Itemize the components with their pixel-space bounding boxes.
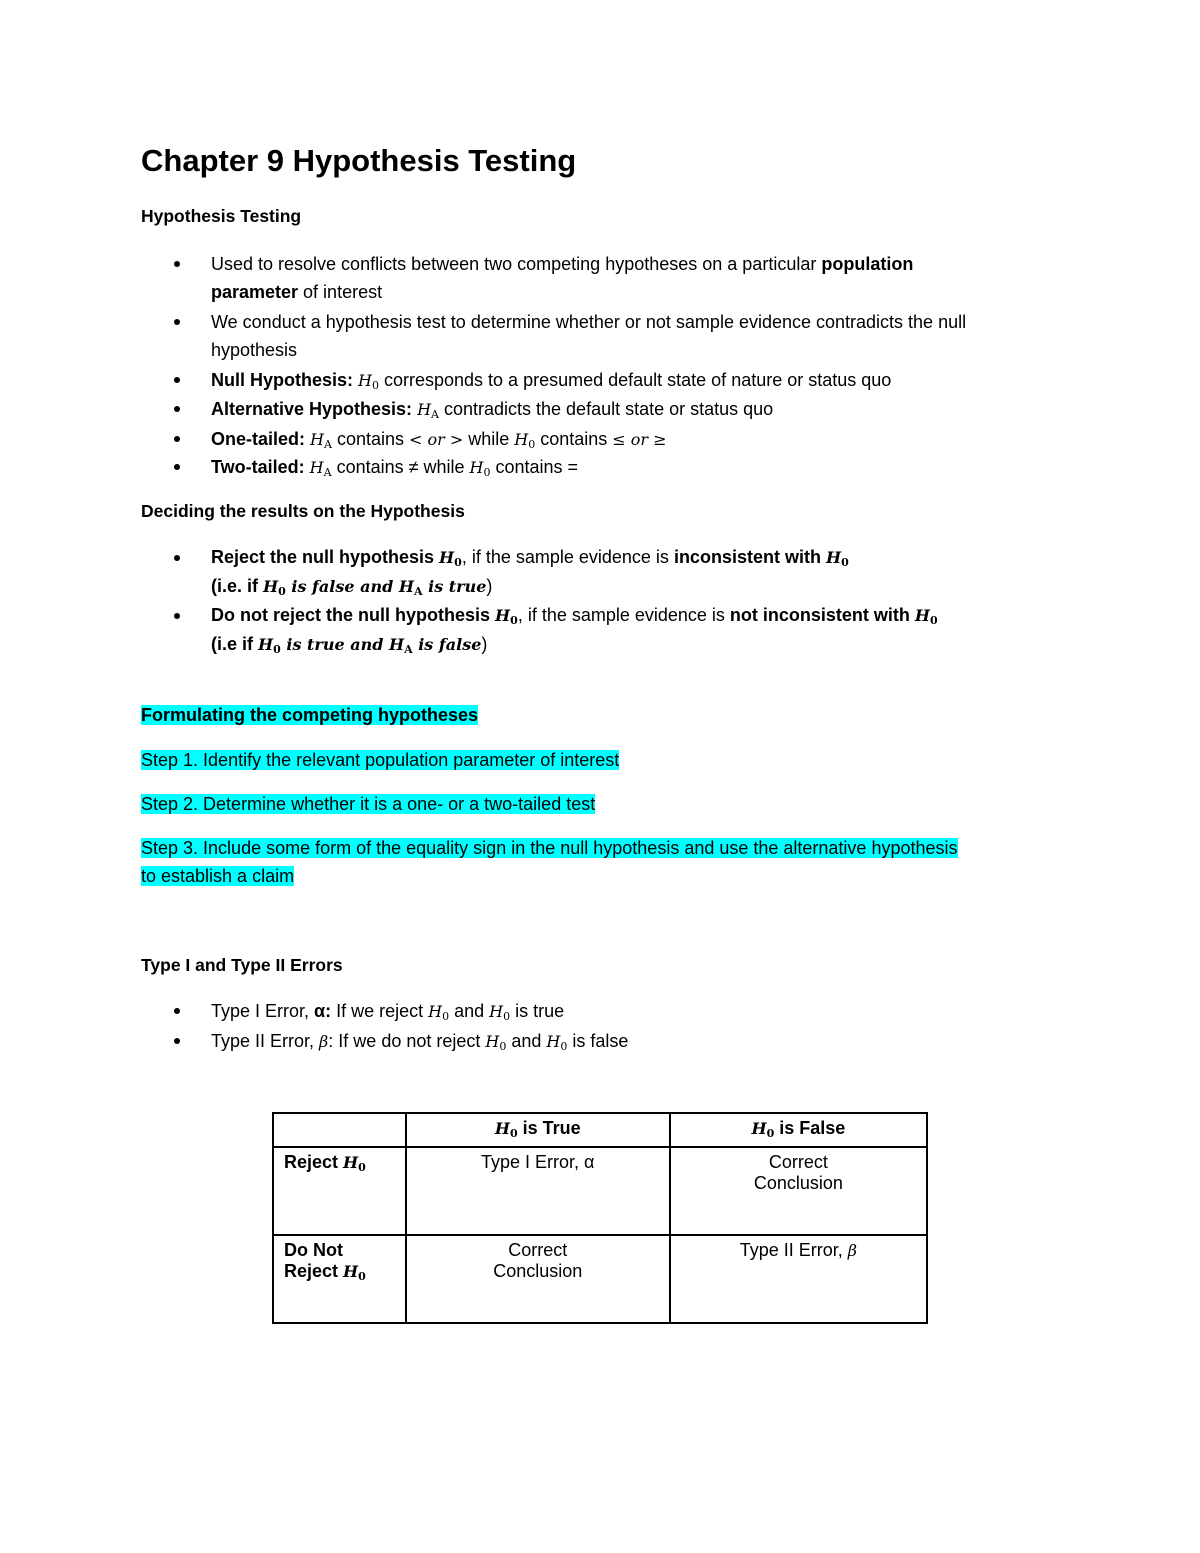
table-header-h0-false: $H_0$ is False (670, 1113, 927, 1147)
h0-symbol: $H_0$ (485, 1032, 507, 1053)
h0-symbol: $H_0$ (489, 1002, 511, 1023)
bullet-dot (174, 1038, 180, 1044)
h0-symbol: $H_0$ (546, 1032, 568, 1053)
table-cell: Correct Conclusion (406, 1235, 670, 1323)
section-heading-type-errors: Type I and Type II Errors (141, 955, 343, 975)
step-3: Step 3. Include some form of the equality sign in the null hypothesis and use the alternative hypothesis (141, 838, 958, 858)
section-heading-hypothesis-testing: Hypothesis Testing (141, 206, 302, 226)
h0-symbol: $H_0$ (469, 458, 491, 479)
h0-symbol: $H_0$ (358, 371, 379, 392)
list-item: Alternative Hypothesis: $H_A$ contradicts the default state or status quo (211, 399, 774, 421)
table-header-row (273, 1113, 927, 1147)
list-item: One-tailed: $H_A$ contains < or > while $H_0$ contains ≤ or ≥ (211, 429, 667, 451)
h0-symbol: $H_0$ (428, 1002, 450, 1023)
highlighted-heading: Formulating the competing hypotheses (141, 705, 479, 725)
list-item-continuation: (i.e. if $H_0$ is false and $H_A$ is true) (211, 576, 493, 598)
ha-symbol: $H_A$ (309, 458, 332, 479)
list-item: Reject the null hypothesis $H_0$, if the sample evidence is inconsistent with $H_0$ (211, 547, 849, 569)
step-1: Step 1. Identify the relevant population parameter of interest (141, 750, 620, 770)
h0-symbol: $H_0$ (914, 606, 938, 627)
table-row-label-reject: Reject $H_0$ (273, 1147, 406, 1235)
bullet-dot (174, 1008, 180, 1014)
list-item: Do not reject the null hypothesis $H_0$, if the sample evidence is not inconsistent with $H_0$ (211, 605, 938, 627)
section-heading-deciding-results: Deciding the results on the Hypothesis (141, 501, 465, 521)
list-item: Null Hypothesis: $H_0$ corresponds to a presumed default state of nature or status quo (211, 370, 892, 392)
list-item: Two-tailed: $H_A$ contains ≠ while $H_0$ contains = (211, 457, 579, 479)
list-item: We conduct a hypothesis test to determine whether or not sample evidence contradicts the null (211, 312, 967, 332)
table-row-label-do-not-reject: Do Not Reject $H_0$ (273, 1235, 406, 1323)
ha-symbol: $H_A$ (310, 430, 332, 451)
table-corner-cell (273, 1113, 406, 1147)
bullet-dot (174, 319, 180, 325)
bullet-dot (174, 261, 180, 267)
list-item: Type II Error, β: If we do not reject $H_0$ and $H_0$ is false (211, 1031, 629, 1053)
list-item-continuation: (i.e if $H_0$ is true and $H_A$ is false) (211, 634, 488, 656)
table-row (273, 1235, 927, 1323)
list-item-continuation: parameter of interest (211, 282, 383, 302)
table-header-h0-true: $H_0$ is True (406, 1113, 670, 1147)
ha-symbol: $H_A$ (417, 400, 439, 421)
step-2: Step 2. Determine whether it is a one- or a two-tailed test (141, 794, 596, 814)
step-3-continuation: to establish a claim (141, 866, 295, 886)
bullet-dot (174, 406, 180, 412)
bullet-dot (174, 436, 180, 442)
error-table (272, 1112, 928, 1324)
list-item: Used to resolve conflicts between two competing hypotheses on a particular population (211, 254, 914, 274)
list-item: Type I Error, α: If we reject $H_0$ and $H_0$ is true (211, 1001, 565, 1023)
h0-symbol: $H_0$ (495, 606, 518, 627)
list-item-continuation: hypothesis (211, 340, 298, 360)
h0-symbol: $H_0$ (825, 548, 849, 569)
page-title: Chapter 9 Hypothesis Testing (141, 143, 577, 178)
table-cell: Correct Conclusion (670, 1147, 927, 1235)
h0-symbol: $H_0$ (439, 548, 462, 569)
bullet-dot (174, 555, 180, 561)
table-cell: Type II Error, β (670, 1235, 927, 1323)
table-row (273, 1147, 927, 1235)
bullet-dot (174, 464, 180, 470)
table-cell: Type I Error, α (406, 1147, 670, 1235)
bullet-dot (174, 613, 180, 619)
h0-symbol: $H_0$ (514, 430, 536, 451)
bullet-dot (174, 377, 180, 383)
